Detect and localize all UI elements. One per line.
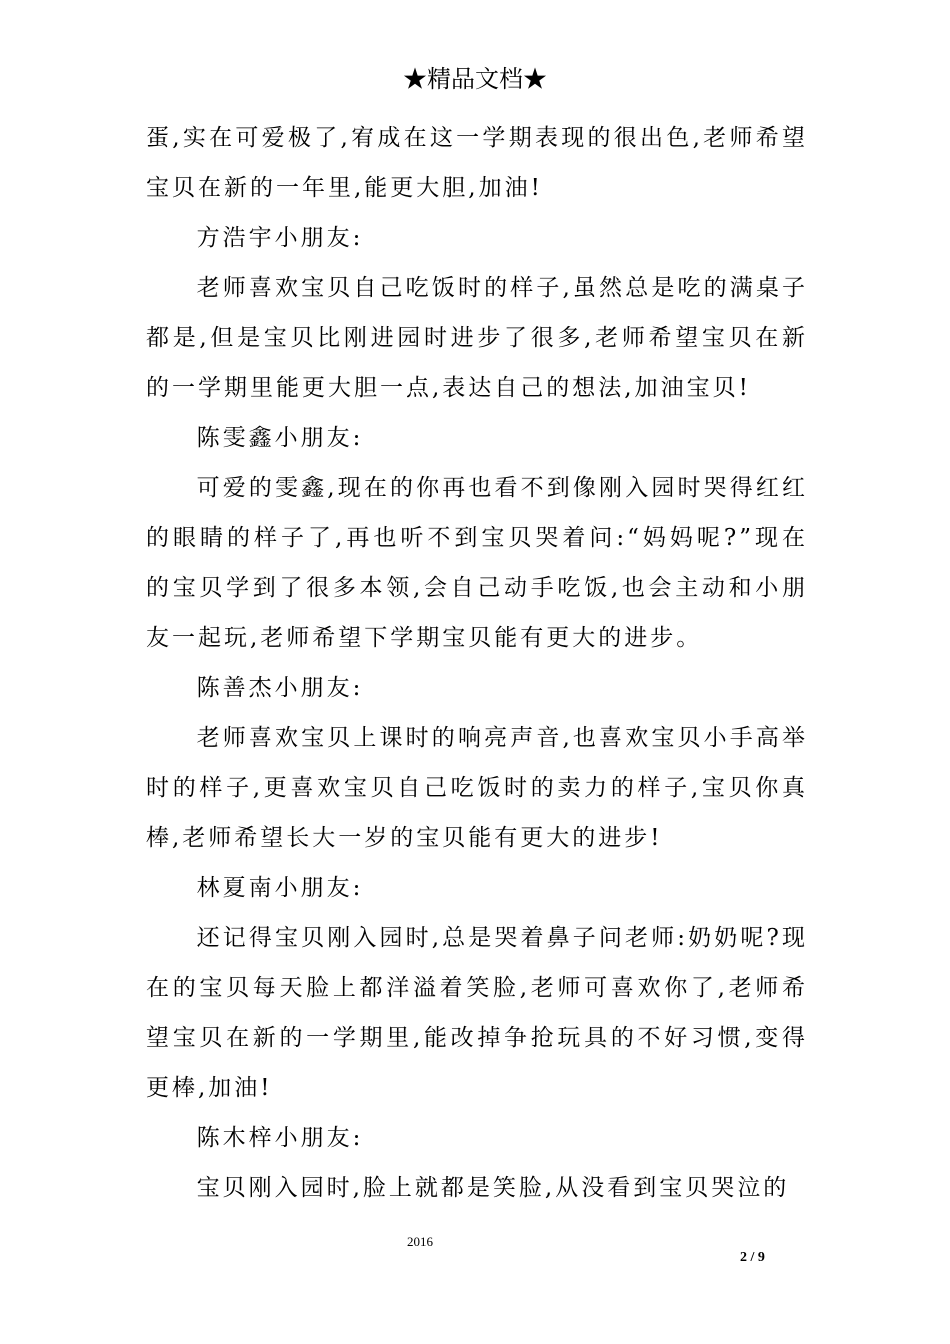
- paragraph: 还记得宝贝刚入园时,总是哭着鼻子问老师:奶奶呢?现在的宝贝每天脸上都洋溢着笑脸,老师可喜欢你了,老师希望宝贝在新的一学期里,能改掉争抢玩具的不好习惯,变得更棒,加油!: [146, 925, 808, 1101]
- paragraph: 宝贝刚入园时,脸上就都是笑脸,从没看到宝贝哭泣的: [196, 1175, 790, 1201]
- paragraph-continuation: 蛋,实在可爱极了,宥成在这一学期表现的很出色,老师希望宝贝在新的一年里,能更大胆,加油!: [146, 125, 808, 201]
- paragraph: 老师喜欢宝贝上课时的响亮声音,也喜欢宝贝小手高举时的样子,更喜欢宝贝自己吃饭时的卖力的样子,宝贝你真棒,老师希望长大一岁的宝贝能有更大的进步!: [146, 725, 808, 851]
- child-name-heading: 陈木梓小朋友:: [196, 1125, 364, 1151]
- paragraph: 老师喜欢宝贝自己吃饭时的样子,虽然总是吃的满桌子都是,但是宝贝比刚进园时进步了很多,老师希望宝贝在新的一学期里能更大胆一点,表达自己的想法,加油宝贝!: [146, 275, 808, 401]
- paragraph: 可爱的雯鑫,现在的你再也看不到像刚入园时哭得红红的眼睛的样子了,再也听不到宝贝哭着问:“妈妈呢?”现在的宝贝学到了很多本领,会自己动手吃饭,也会主动和小朋友一起玩,老师希望下学期宝贝能有更大的进步。: [146, 475, 808, 651]
- child-name-heading: 方浩宇小朋友:: [196, 225, 364, 251]
- child-name-heading: 陈雯鑫小朋友:: [196, 425, 364, 451]
- footer-year: 2016: [407, 1234, 433, 1249]
- document-body: [146, 113, 808, 1213]
- child-name-heading: 林夏南小朋友:: [196, 875, 364, 901]
- child-name-heading: 陈善杰小朋友:: [196, 675, 364, 701]
- page-number: 2 / 9: [740, 1250, 765, 1265]
- page-header-title: ★精品文档★: [403, 65, 547, 93]
